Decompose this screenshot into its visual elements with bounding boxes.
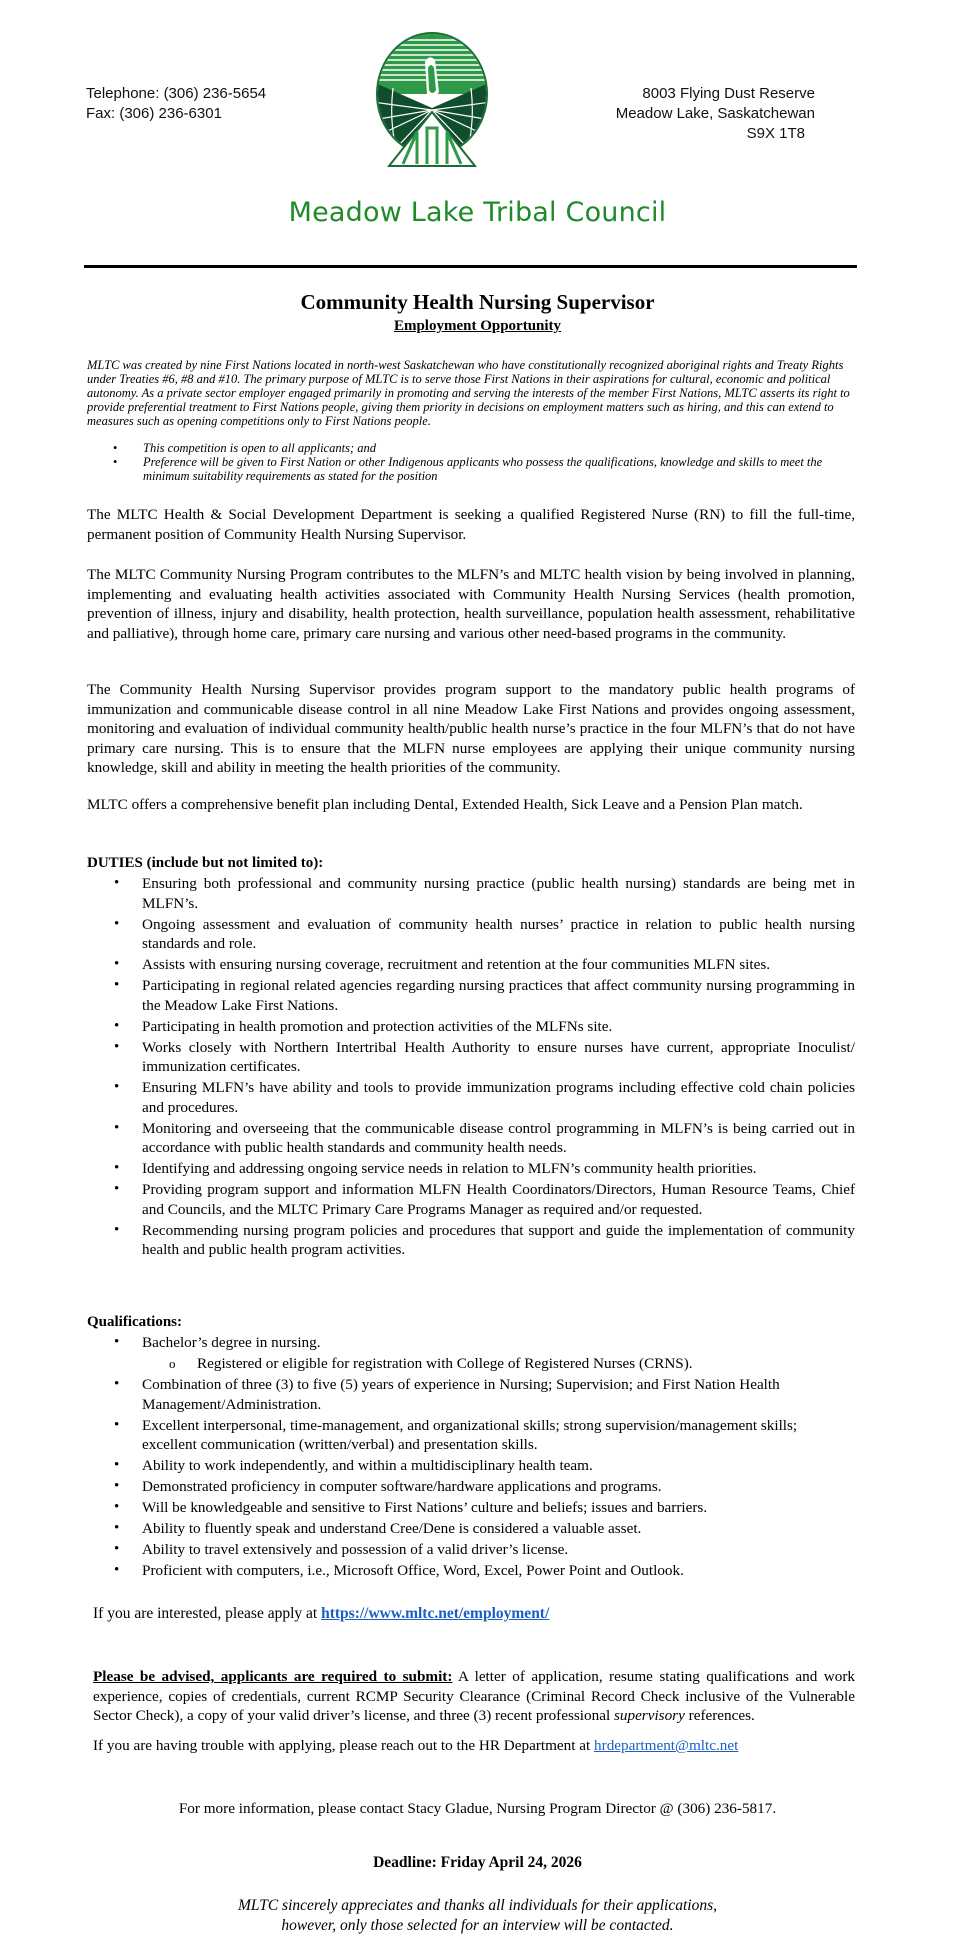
list-item: • Ensuring MLFN’s have ability and tools to provide immunization programs including effective cold chain policies and procedures. <box>87 1078 855 1117</box>
list-item: • Ability to work independently, and within a multidisciplinary health team. <box>87 1456 827 1476</box>
page-title: Community Health Nursing Supervisor <box>300 290 655 314</box>
sub-list-item: o Registered or eligible for registration with College of Registered Nurses (CRNS). <box>87 1354 827 1374</box>
list-item: • This competition is open to all applicants; and <box>87 441 855 455</box>
paragraph-benefits: MLTC offers a comprehensive benefit plan including Dental, Extended Health, Sick Leave and a Pension Plan match. <box>87 796 803 813</box>
director-contact: For more information, please contact Stacy Gladue, Nursing Program Director @ (306) 236-5817. <box>178 1800 777 1817</box>
hr-email-link[interactable]: hrdepartment@mltc.net <box>594 1737 739 1754</box>
postal-code: S9X 1T8 <box>746 125 805 142</box>
list-item: • Assists with ensuring nursing coverage, recruitment and retention at the four communities MLFN sites. <box>87 955 855 975</box>
hr-contact-line: If you are having trouble with applying, please reach out to the HR Department at hrdepartment@mltc.net <box>93 1737 739 1754</box>
list-item: • Works closely with Northern Intertribal Health Authority to ensure nurses have current, appropriate Inoculist/ immunization certificates. <box>87 1038 855 1077</box>
telephone: Telephone: (306) 236-5654 <box>86 85 267 102</box>
list-item: • Providing program support and information MLFN Health Coordinators/Directors, Human Resource Teams, Chief and Councils, and the MLTC Primary Care Programs Manager as required and/or requested. <box>87 1180 855 1219</box>
address-line-1: 8003 Flying Dust Reserve <box>642 85 815 102</box>
paragraph-position-summary: The MLTC Health & Social Development Department is seeking a qualified Registered Nurse (RN) to fill the full-time, permanent position of Community Health Nursing Supervisor. <box>87 506 855 543</box>
page-subtitle: Employment Opportunity <box>393 318 562 334</box>
header-divider <box>84 265 857 268</box>
fax: Fax: (306) 236-6301 <box>86 105 222 122</box>
duties-heading: DUTIES (include but not limited to): <box>87 855 324 871</box>
list-item: • Participating in health promotion and protection activities of the MLFNs site. <box>87 1017 855 1037</box>
list-item: • Participating in regional related agencies regarding nursing practices that affect community nursing programming in the Meadow Lake First Nations. <box>87 976 855 1015</box>
list-item: • Ensuring both professional and community nursing practice (public health nursing) standards are being met in MLFN’s. <box>87 874 855 913</box>
list-item: • Ability to fluently speak and understand Cree/Dene is considered a valuable asset. <box>87 1519 827 1539</box>
submission-requirements: Please be advised, applicants are required to submit: A letter of application, resume stating qualifications and work experience, copies of credentials, current RCMP Security Clearance (Criminal Record Check inclusive of the Vulnerable Sector Check), a copy of your valid driver’s license, and three (3) recent professional supervisory references. <box>93 1668 855 1724</box>
submission-requirements-lead: Please be advised, applicants are required to submit: <box>93 1668 453 1685</box>
list-item: • Demonstrated proficiency in computer software/hardware applications and programs. <box>87 1477 827 1497</box>
thank-you-note: MLTC sincerely appreciates and thanks all individuals for their applications, however, only those selected for an interview will be contacted. <box>237 1897 717 1934</box>
list-item: • Combination of three (3) to five (5) years of experience in Nursing; Supervision; and First Nation Health Management/Administration. <box>87 1375 827 1414</box>
deadline: Deadline: Friday April 24, 2026 <box>373 1854 582 1871</box>
paragraph-role-description: The Community Health Nursing Supervisor provides program support to the mandatory public health programs of immunization and communicable disease control in all nine Meadow Lake First Nations and provides ongoing assessment, monitoring and evaluation of individual community health/public health nurse’s practice in the four MLFN’s that do not have primary care nursing. This is to ensure that the MLFN nurse employees are applying their unique community nursing knowledge, skill and ability in meeting the health priorities of the community. <box>87 681 855 776</box>
duties-list <box>87 874 855 1261</box>
list-item: • Identifying and addressing ongoing service needs in relation to MLFN’s community health priorities. <box>87 1159 855 1179</box>
list-item: • Proficient with computers, i.e., Microsoft Office, Word, Excel, Power Point and Outlook. <box>87 1561 827 1581</box>
mltc-logo-icon <box>373 32 491 168</box>
intro-bullets <box>87 441 855 483</box>
qualifications-heading: Qualifications: <box>87 1314 183 1330</box>
list-item: • Excellent interpersonal, time-management, and organizational skills; strong supervision/management skills; excellent communication (written/verbal) and presentation skills. <box>87 1416 827 1455</box>
list-item: • Will be knowledgeable and sensitive to First Nations’ culture and beliefs; issues and barriers. <box>87 1498 827 1518</box>
list-item: • Bachelor’s degree in nursing. <box>87 1333 827 1353</box>
list-item: • Recommending nursing program policies and procedures that support and guide the implementation of community health and public health program activities. <box>87 1221 855 1260</box>
qualifications-list <box>87 1333 827 1582</box>
address-line-2: Meadow Lake, Saskatchewan <box>615 105 815 122</box>
apply-line: If you are interested, please apply at https://www.mltc.net/employment/ <box>93 1605 550 1622</box>
list-item: • Preference will be given to First Nation or other Indigenous applicants who possess the qualifications, knowledge and skills to meet the minimum suitability requirements as stated for the position <box>87 455 855 483</box>
employment-link[interactable]: https://www.mltc.net/employment/ <box>321 1605 550 1622</box>
contact-numbers <box>86 84 266 124</box>
mailing-address <box>616 84 815 144</box>
organization-name: Meadow Lake Tribal Council <box>288 197 667 228</box>
list-item: • Ability to travel extensively and possession of a valid driver’s license. <box>87 1540 827 1560</box>
list-item: • Monitoring and overseeing that the communicable disease control programming in MLFN’s is being carried out in accordance with public health standards and community health needs. <box>87 1119 855 1158</box>
list-item: • Ongoing assessment and evaluation of community health nurses’ practice in relation to public health nursing standards and role. <box>87 915 855 954</box>
paragraph-program-description: The MLTC Community Nursing Program contributes to the MLFN’s and MLTC health vision by being involved in planning, implementing and evaluating health activities associated with Community Health Nursing Services (health promotion, prevention of illness, injury and disability, health protection, health surveillance, population health assessment, rehabilitative and palliative), through home care, primary care nursing and various other need-based programs in the community. <box>87 566 855 642</box>
intro-statement: MLTC was created by nine First Nations located in north-west Saskatchewan who have constitutionally recognized aboriginal rights and Treaty Rights under Treaties #6, #8 and #10. The primary purpose of MLTC is to serve those First Nations in their aspirations for cultural, economic and political autonomy. As a private sector employer engaged primarily in promoting and serving the interests of the member First Nations, MLTC asserts its right to provide preferential treatment to First Nations people, giving them priority in decisions on employment matters such as hiring, and this can extend to measures such as opening competitions only to First Nations people. <box>87 358 850 428</box>
